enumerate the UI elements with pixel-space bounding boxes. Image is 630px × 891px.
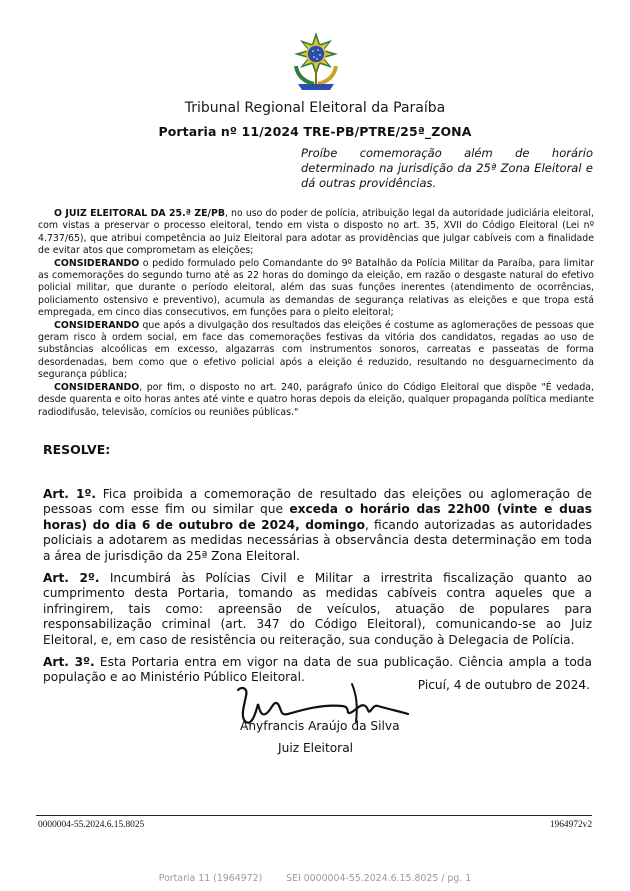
signer-role: Juiz Eleitoral xyxy=(278,741,354,755)
ementa: Proíbe comemoração além de horário determinado na jurisdição da 25ª Zona Eleitoral e dá outras providências. xyxy=(301,146,593,190)
preamble-bold: CONSIDERANDO xyxy=(54,319,140,331)
coat-of-arms-seal xyxy=(288,30,344,92)
resolve-heading: RESOLVE: xyxy=(43,442,111,457)
preamble-text: que após a divulgação dos resultados das eleições é costume as aglomerações de pessoas que geram risco à ordem social, em face das comemorações festivas da vitória dos candidatos, regadas ao uso de substâncias alcoólicas em excesso, algazarras com instrumentos sonoros, carreatas e passeatas de forma desordenadas, bem como que o efetivo policial após a eleição é reduzido, resultando no desguarnecimento da segurança pública; xyxy=(38,319,594,381)
article-text: Esta Portaria entra em vigor na data de sua publicação. Ciência ampla a toda população e ao Ministério Público Eleitoral. xyxy=(43,655,593,685)
sei-footer: Portaria 11 (1964972) SEI 0000004-55.2024.6.15.8025 / pg. 1 xyxy=(158,873,472,884)
preamble-bold: CONSIDERANDO xyxy=(54,381,140,393)
preamble-text: o pedido formulado pelo Comandante do 9º Batalhão da Polícia Militar da Paraíba, para limitar as comemorações do segundo turno até as 22 horas do domingo da eleição, em razão o desgaste natural do efetivo policial militar, que durante o período eleitoral, além das suas funções inerentes (atendimento de ocorrências, policiamento ostensivo e preventivo), acumula as demandas de segurança relativas as eleições e que tropa está empregada, em cinco dias consecutivos, em funções para o pleito eleitoral; xyxy=(38,257,594,319)
preamble-text: , no uso do poder de polícia, atribuição legal da autoridade judiciária eleitoral, com vistas a preservar o processo eleitoral, tendo em vista o disposto no art. 35, XVII do Código Eleitoral (Lei nº 4.737/65), que atribui competência ao Juiz Eleitoral para adotar as providências que julgar cabíveis com a finalidade de evitar atos que comprometam as eleições; xyxy=(38,208,594,257)
preamble-bold: CONSIDERANDO xyxy=(54,257,140,269)
preamble-paragraph xyxy=(38,382,594,419)
footer-divider xyxy=(36,815,592,816)
place-date: Picuí, 4 de outubro de 2024. xyxy=(417,678,590,692)
portaria-title: Portaria nº 11/2024 TRE-PB/PTRE/25ª_ZONA xyxy=(158,124,472,139)
process-number: 0000004-55.2024.6.15.8025 xyxy=(38,820,145,830)
article-1 xyxy=(43,487,592,564)
document-version: 1964972v2 xyxy=(549,820,592,830)
article-text: Incumbirá às Polícias Civil e Militar a irrestrita fiscalização quanto ao cumprimento desta Portaria, tomando as medidas cabíveis contra aqueles que a infringirem, tais como: apreensão de veículos, atuação de populares para responsabilização criminal (art. 347 do Código Eleitoral), comunicando-se ao Juiz Eleitoral, e, em caso de resistência ou reiteração, sua condução à Delegacia de Polícia. xyxy=(43,571,593,647)
article-label: Art. 2º. xyxy=(43,571,100,586)
preamble-paragraph xyxy=(38,208,594,258)
preamble-bold: O JUIZ ELEITORAL DA 25.ª ZE/PB xyxy=(54,208,225,219)
preamble-paragraph xyxy=(38,258,594,320)
article-label: Art. 1º. xyxy=(43,487,97,501)
article-text: , ficando autorizadas as autoridades policiais a adotarem as medidas necessárias à observância desta determinação em toda a área de jurisdição da 25ª Zona Eleitoral. xyxy=(43,517,592,563)
article-2 xyxy=(43,571,592,648)
signer-name: Anyfrancis Araújo da Silva xyxy=(240,719,400,733)
preamble-text: , por fim, o disposto no art. 240, parágrafo único do Código Eleitoral que dispõe "É vedada, desde quarenta e oito horas antes até vinte e quatro horas depois da eleição, qualquer propaganda política mediante radiodifusão, televisão, comícios ou reuniões públicas." xyxy=(38,381,594,418)
articles xyxy=(43,487,592,693)
article-text: Fica proibida a comemoração de resultado das eleições ou aglomeração de pessoas com esse fim ou similar que xyxy=(43,487,592,517)
preamble xyxy=(38,208,594,419)
article-label: Art. 3º. xyxy=(43,655,95,670)
preamble-paragraph xyxy=(38,320,594,382)
article-bold-text: exceda o horário das 22h00 (vinte e duas horas) do dia 6 de outubro de 2024, domingo xyxy=(43,502,592,532)
organization-name: Tribunal Regional Eleitoral da Paraíba xyxy=(184,100,446,116)
